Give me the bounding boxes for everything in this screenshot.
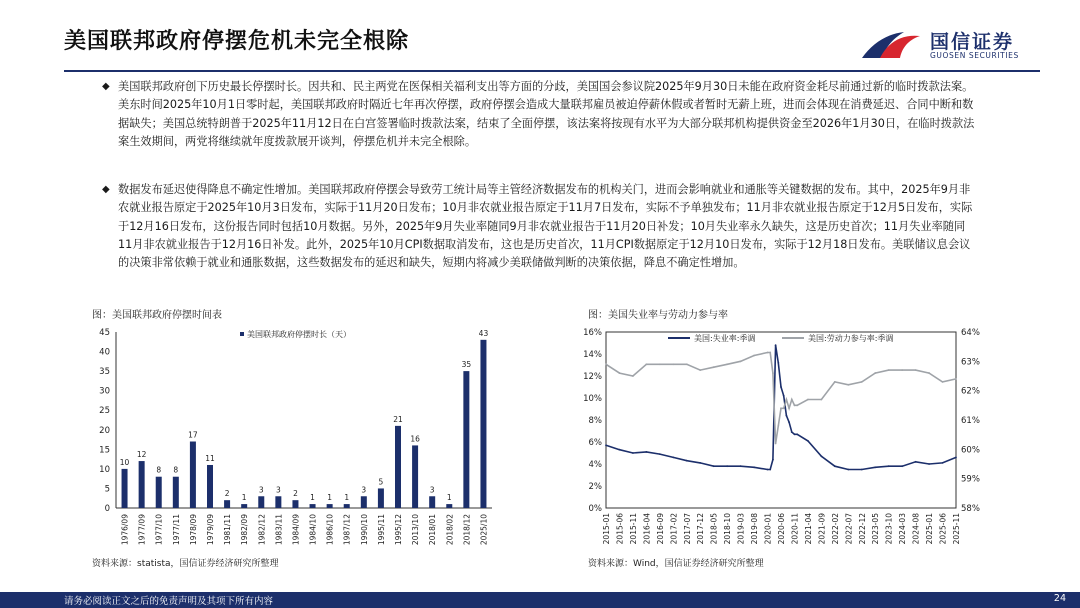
- bar-1976/09: [122, 469, 128, 508]
- x-tick-label: 2021-04: [803, 513, 813, 545]
- data-point: [686, 460, 688, 462]
- data-point: [791, 431, 793, 433]
- bar-value-label: 3: [429, 485, 435, 495]
- x-tick-label: 2015-11: [628, 513, 638, 545]
- data-point: [713, 465, 715, 467]
- x-tick-label: 2016-04: [642, 513, 652, 545]
- footer-disclaimer[interactable]: 请务必阅读正文之后的免责声明及其项下所有内容: [64, 596, 274, 607]
- bar-value-label: 11: [205, 453, 215, 463]
- paragraph-text: 美国联邦政府创下历史最长停摆时长。因共和、民主两党在医保相关福利支出等方面的分歧，美国国会参议院2025年9月30日未能在政府资金耗尽前通过新的临时拨款法案。美东时间2025年10月1日零时起，美国联邦政府时隔近七年再次停摆，政府停摆会造成大量联邦雇员被迫停薪休假或者暂时无薪上班，进而会体现在消费延迟、合同中断和数据缺失；美国总统特朗普于2025年11月12日在白宫签署临时拨款法案，结束了全面停摆，该法案将按现有水平为大部分联邦机构提供资金至2026年1月30日，在临时拨款法案生效期间，两党将继续就年度拨款展开谈判，停摆危机并未完全根除。: [118, 80, 975, 148]
- bar-1983/11: [275, 496, 281, 508]
- left-y-tick-label: 10%: [583, 394, 602, 404]
- data-point: [767, 352, 769, 354]
- page-title: 美国联邦政府停摆危机未完全根除: [64, 29, 410, 54]
- header-divider: [64, 70, 1040, 72]
- data-point: [942, 381, 944, 383]
- data-point: [788, 407, 790, 409]
- x-tick-label: 1977/11: [171, 514, 181, 546]
- data-point: [619, 449, 621, 451]
- x-tick-label: 2022-02: [830, 513, 840, 545]
- plot-frame: [606, 332, 956, 508]
- bar-value-label: 3: [361, 485, 367, 495]
- x-tick-label: 1986/10: [325, 514, 335, 546]
- data-point: [740, 465, 742, 467]
- paragraph-data-delay: [102, 181, 978, 272]
- y-tick-label: 10: [99, 464, 110, 475]
- bar-value-label: 5: [378, 477, 384, 487]
- data-point: [713, 366, 715, 368]
- data-point: [775, 344, 777, 346]
- bar-1977/11: [173, 477, 179, 508]
- data-point: [796, 404, 798, 406]
- x-tick-label: 2018/01: [428, 514, 438, 546]
- data-point: [672, 457, 674, 459]
- right-y-tick-label: 63%: [961, 357, 980, 368]
- data-point: [726, 363, 728, 365]
- x-tick-label: 2025-01: [925, 513, 935, 545]
- data-point: [847, 469, 849, 471]
- left-y-tick-label: 0%: [588, 504, 602, 514]
- y-tick-label: 35: [99, 367, 110, 378]
- data-point: [794, 433, 796, 435]
- bar-2018/01: [429, 496, 435, 508]
- x-tick-label: 2025-06: [938, 513, 948, 545]
- x-tick-label: 1984/10: [308, 514, 318, 546]
- y-tick-label: 5: [104, 484, 110, 495]
- bar-value-label: 21: [393, 414, 403, 424]
- x-tick-label: 2019-08: [750, 513, 760, 545]
- data-point: [915, 461, 917, 463]
- data-point: [861, 469, 863, 471]
- shutdown-bar-chart-svg: [80, 318, 500, 550]
- x-tick-label: 1990/10: [359, 514, 369, 546]
- data-point: [785, 399, 787, 401]
- x-tick-label: 1984/09: [291, 514, 301, 546]
- left-y-tick-label: 8%: [588, 416, 602, 426]
- paragraph-shutdown: [102, 78, 978, 151]
- x-tick-label: 2025-11: [952, 513, 961, 545]
- x-tick-label: 2023-05: [871, 513, 881, 545]
- x-tick-label: 2017-02: [669, 513, 679, 545]
- x-tick-label: 1981/11: [223, 514, 233, 546]
- data-point: [785, 415, 787, 417]
- data-point: [783, 407, 785, 409]
- right-y-tick-label: 60%: [961, 445, 980, 456]
- data-point: [753, 355, 755, 357]
- data-point: [659, 453, 661, 455]
- x-tick-label: 2024-08: [911, 513, 921, 545]
- bar-1981/11: [224, 500, 230, 508]
- x-tick-label: 2022-07: [844, 513, 854, 545]
- y-tick-label: 40: [99, 347, 110, 358]
- right-y-tick-label: 59%: [961, 474, 980, 485]
- bar-value-label: 12: [136, 450, 147, 460]
- x-tick-label: 2019-03: [736, 513, 746, 545]
- data-point: [632, 375, 634, 377]
- bar-value-label: 8: [156, 465, 162, 475]
- footer-bar: [0, 592, 1080, 608]
- data-point: [605, 444, 607, 446]
- x-tick-label: 2018/12: [462, 514, 472, 546]
- data-point: [915, 369, 917, 371]
- data-point: [772, 459, 774, 461]
- legend-swatch: [240, 332, 244, 336]
- data-point: [794, 404, 796, 406]
- x-tick-label: 2021-09: [817, 513, 827, 545]
- x-tick-label: 2024-03: [898, 513, 908, 545]
- data-point: [777, 425, 779, 427]
- data-point: [686, 363, 688, 365]
- data-point: [791, 399, 793, 401]
- x-tick-label: 1977/10: [154, 514, 164, 546]
- bar-1977/10: [156, 477, 162, 508]
- data-point: [605, 363, 607, 365]
- left-y-tick-label: 6%: [588, 438, 602, 448]
- y-tick-label: 45: [99, 328, 110, 338]
- data-point: [672, 363, 674, 365]
- y-tick-label: 20: [99, 425, 110, 436]
- x-tick-label: 1987/12: [342, 514, 352, 546]
- legend-label: 美国:失业率:季调: [694, 334, 756, 343]
- x-tick-label: 1995/12: [394, 514, 403, 546]
- data-point: [874, 466, 876, 468]
- bar-value-label: 1: [241, 493, 247, 503]
- bar-value-label: 1: [446, 493, 452, 503]
- right-y-tick-label: 64%: [961, 328, 980, 338]
- bar-1995/12: [395, 426, 401, 508]
- bar-2018/12: [463, 371, 469, 508]
- data-point: [788, 421, 790, 423]
- x-tick-label: 2016-09: [655, 513, 665, 545]
- x-tick-label: 2017-12: [696, 513, 706, 545]
- bar-1995/11: [378, 488, 384, 508]
- x-tick-label: 2018-05: [709, 513, 719, 545]
- data-point: [619, 372, 621, 374]
- data-point: [767, 469, 769, 471]
- data-point: [777, 362, 779, 364]
- bar-1987/12: [344, 504, 350, 508]
- legend-label: 美国:劳动力参与率:季调: [808, 334, 894, 343]
- page-number: 24: [1053, 593, 1066, 604]
- data-point: [901, 465, 903, 467]
- bar-1984/10: [310, 504, 316, 508]
- data-point: [772, 372, 774, 374]
- data-point: [955, 457, 957, 459]
- bar-1977/09: [139, 461, 145, 508]
- data-point: [888, 369, 890, 371]
- bar-value-label: 10: [119, 457, 130, 467]
- bar-2018/02: [446, 504, 452, 508]
- y-tick-label: 15: [99, 445, 110, 456]
- data-point: [888, 465, 890, 467]
- data-point: [769, 469, 771, 471]
- data-point: [942, 462, 944, 464]
- bar-value-label: 16: [410, 434, 420, 444]
- left-y-tick-label: 16%: [583, 328, 602, 338]
- data-point: [901, 369, 903, 371]
- bar-value-label: 3: [275, 485, 281, 495]
- bar-value-label: 43: [478, 328, 489, 338]
- y-tick-label: 30: [99, 386, 110, 397]
- x-tick-label: 1978/09: [188, 514, 198, 546]
- x-tick-label: 2025/10: [479, 514, 489, 546]
- x-tick-label: 1979/09: [206, 514, 215, 546]
- bar-2025/10: [480, 340, 486, 508]
- chart1-caption: 图：美国联邦政府停摆时间表: [92, 310, 222, 321]
- data-point: [645, 451, 647, 453]
- bar-1986/10: [327, 504, 333, 508]
- x-tick-label: 2018-10: [723, 513, 733, 545]
- chart2-caption: 图：美国失业率与劳动力参与率: [588, 310, 728, 321]
- right-y-tick-label: 62%: [961, 386, 980, 397]
- bar-2013/10: [412, 445, 418, 508]
- data-point: [928, 372, 930, 374]
- chart2-source: 资料来源：Wind，国信证券经济研究所整理: [588, 559, 764, 569]
- data-point: [740, 360, 742, 362]
- left-y-tick-label: 14%: [583, 350, 602, 360]
- diamond-bullet-icon: ◆: [102, 81, 110, 92]
- bar-value-label: 17: [188, 430, 198, 440]
- data-point: [632, 452, 634, 454]
- data-point: [834, 465, 836, 467]
- x-tick-label: 1995/11: [376, 514, 386, 546]
- bar-value-label: 3: [258, 485, 264, 495]
- left-y-tick-label: 4%: [588, 460, 602, 470]
- bar-value-label: 1: [327, 493, 333, 503]
- bar-value-label: 1: [344, 493, 350, 503]
- unemployment-participation-chart-svg: [576, 318, 996, 550]
- bar-1978/09: [190, 442, 196, 508]
- data-point: [780, 386, 782, 388]
- data-point: [874, 372, 876, 374]
- bar-1979/09: [207, 465, 213, 508]
- y-tick-label: 0: [104, 504, 110, 514]
- data-point: [780, 407, 782, 409]
- x-tick-label: 2020-06: [777, 513, 786, 545]
- data-point: [796, 433, 798, 435]
- data-point: [726, 465, 728, 467]
- x-tick-label: 1982/09: [240, 514, 250, 546]
- data-point: [699, 462, 701, 464]
- left-y-tick-label: 12%: [583, 372, 602, 382]
- data-point: [955, 378, 957, 380]
- data-point: [699, 369, 701, 371]
- data-point: [861, 381, 863, 383]
- x-tick-label: 2022-12: [857, 513, 867, 545]
- x-tick-label: 2015-01: [602, 513, 611, 545]
- x-tick-label: 2015-06: [615, 513, 625, 545]
- legend-label: 美国联邦政府停摆时长（天）: [247, 330, 351, 339]
- data-point: [775, 443, 777, 445]
- data-point: [807, 440, 809, 442]
- y-tick-label: 25: [99, 406, 110, 417]
- data-point: [928, 463, 930, 465]
- x-tick-label: 2017-07: [682, 513, 692, 545]
- logo-chinese-name: 国信证券: [930, 31, 1015, 53]
- bar-1984/09: [292, 500, 298, 508]
- data-point: [820, 455, 822, 457]
- participation-rate-line: [606, 353, 956, 444]
- data-point: [807, 399, 809, 401]
- x-tick-label: 1982/12: [257, 514, 267, 546]
- brand-logo: [858, 24, 1038, 66]
- shutdown-bar-chart: [80, 318, 500, 550]
- unemployment-participation-chart: [576, 318, 996, 550]
- logo-emblem-icon: [858, 26, 922, 60]
- left-y-tick-label: 2%: [588, 482, 602, 492]
- x-tick-label: 2018/02: [445, 514, 455, 546]
- diamond-bullet-icon: ◆: [102, 184, 110, 195]
- bar-1990/10: [361, 496, 367, 508]
- x-tick-label: 1977/09: [137, 514, 147, 546]
- x-tick-label: 2020-01: [763, 513, 773, 545]
- logo-english-name: GUOSEN SECURITIES: [930, 51, 1019, 60]
- data-point: [847, 384, 849, 386]
- x-tick-label: 2013/10: [411, 514, 421, 546]
- data-point: [753, 466, 755, 468]
- data-point: [820, 399, 822, 401]
- data-point: [783, 395, 785, 397]
- bar-1982/12: [258, 496, 264, 508]
- data-point: [645, 363, 647, 365]
- data-point: [834, 381, 836, 383]
- bar-value-label: 2: [224, 489, 230, 499]
- data-point: [659, 363, 661, 365]
- paragraph-text: 数据发布延迟使得降息不确定性增加。美国联邦政府停摆会导致劳工统计局等主管经济数据发布的机构关门，进而会影响就业和通胀等关键数据的发布。其中，2025年9月非农就业报告原定于2025年10月3日发布，实际于11月20日发布；10月非农就业报告原定于11月7日发布，实际不予单独发布；11月非农就业报告原定于12月5日发布，实际于12月16日发布，这份报告同时包括10月数据。另外，2025年9月失业率随同9月非农就业报告于11月20日补发；10月失业率永久缺失，这是历史首次；11月失业率随同11月非农就业报告于12月16日补发。此外，2025年10月CPI数据取消发布，这也是历史首次，11月CPI数据原定于12月10日发布，实际于12月18日发布。美联储议息会议的决策非常依赖于就业和通胀数据，这些数据发布的延迟和缺失，短期内将减少美联储做判断的决策依据，降息不确定性增加。: [118, 183, 973, 270]
- data-point: [769, 352, 771, 354]
- x-tick-label: 2023-10: [884, 513, 894, 545]
- bar-value-label: 35: [461, 360, 472, 370]
- x-tick-label: 1983/11: [274, 514, 284, 546]
- x-tick-label: 2020-11: [790, 513, 800, 545]
- right-y-tick-label: 61%: [961, 416, 980, 426]
- chart1-source: 资料来源：statista，国信证券经济研究所整理: [92, 559, 279, 569]
- right-y-tick-label: 58%: [961, 504, 980, 514]
- bar-value-label: 8: [173, 465, 179, 475]
- x-tick-label: 1976/09: [120, 514, 130, 546]
- bar-value-label: 1: [310, 493, 315, 503]
- bar-1982/09: [241, 504, 247, 508]
- bar-value-label: 2: [293, 489, 298, 499]
